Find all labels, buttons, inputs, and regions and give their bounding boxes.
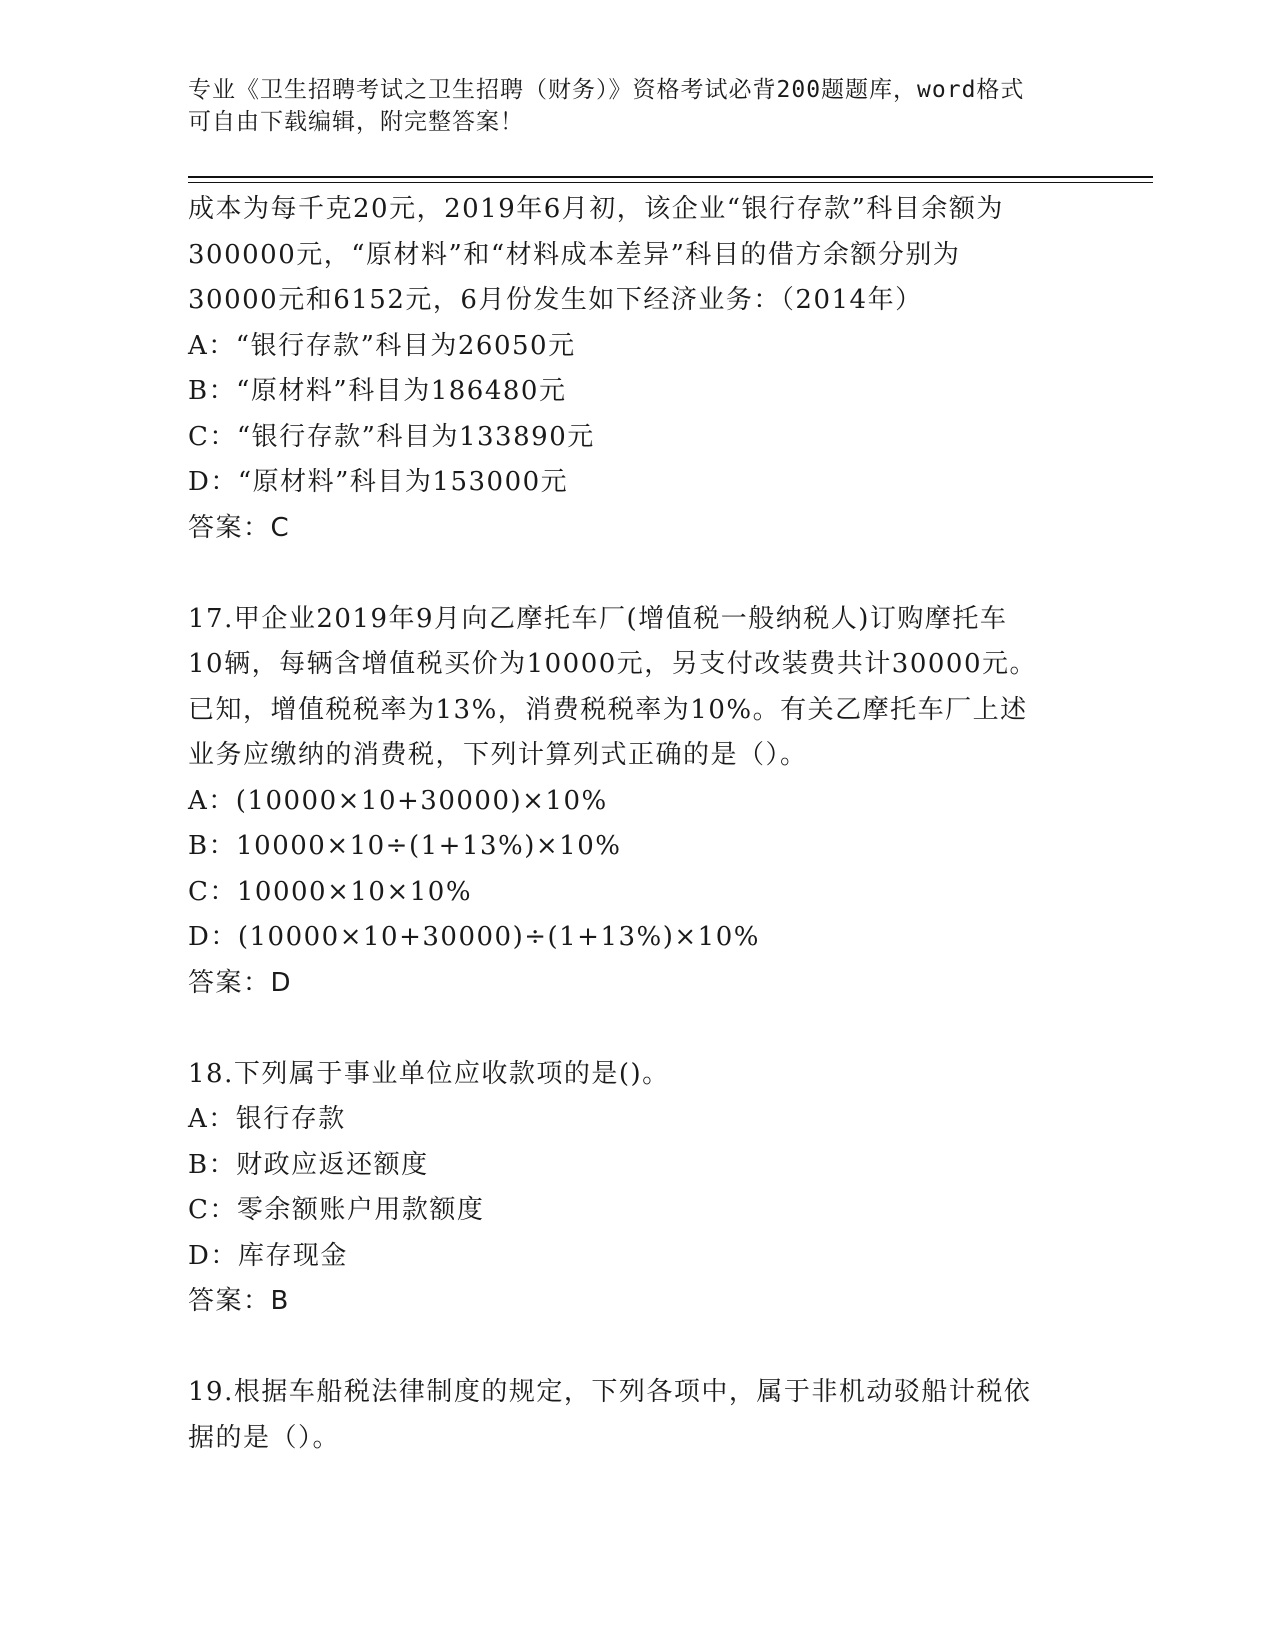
question-stem-line: 300000元，“原材料”和“材料成本差异”科目的借方余额分别为 xyxy=(188,239,961,270)
option-c: C：10000×10×10% xyxy=(188,876,473,907)
header-divider-thick xyxy=(188,176,1153,178)
question-stem-line: 17.甲企业2019年9月向乙摩托车厂(增值税一般纳税人)订购摩托车 xyxy=(188,603,1008,634)
header-divider-thin xyxy=(188,182,1153,183)
question-stem-line: 10辆，每辆含增值税买价为10000元，另支付改装费共计30000元。 xyxy=(188,649,1038,679)
spacer xyxy=(188,1325,1088,1371)
option-c: C：“银行存款”科目为133890元 xyxy=(188,421,595,452)
question-17 xyxy=(188,597,1088,1007)
question-stem-line: 据的是（）。 xyxy=(188,1422,341,1453)
document-body xyxy=(188,187,1088,1461)
option-d: D：(10000×10+30000)÷(1+13%)×10% xyxy=(188,922,760,952)
question-stem-line: 业务应缴纳的消费税，下列计算列式正确的是（）。 xyxy=(188,740,808,770)
answer-label: 答案：C xyxy=(188,512,291,543)
spacer xyxy=(188,1006,1088,1052)
question-stem-line: 18.下列属于事业单位应收款项的是()。 xyxy=(188,1058,670,1089)
question-stem-line: 成本为每千克20元，2019年6月初，该企业“银行存款”科目余额为 xyxy=(188,194,1004,224)
question-stem-line: 30000元和6152元，6月份发生如下经济业务：（2014年） xyxy=(188,285,923,315)
option-b: B：10000×10÷(1+13%)×10% xyxy=(188,831,622,861)
option-a: A：(10000×10+30000)×10% xyxy=(188,785,608,816)
option-b: B：“原材料”科目为186480元 xyxy=(188,376,567,406)
option-b: B：财政应返还额度 xyxy=(188,1149,429,1180)
option-a: A：“银行存款”科目为26050元 xyxy=(188,330,576,361)
question-19 xyxy=(188,1370,1088,1461)
question-stem-line: 19.根据车船税法律制度的规定，下列各项中，属于非机动驳船计税依 xyxy=(188,1377,1032,1407)
header-title-line-2: 可自由下载编辑，附完整答案！ xyxy=(188,109,524,135)
question-18 xyxy=(188,1052,1088,1325)
option-d: D：“原材料”科目为153000元 xyxy=(188,467,569,497)
answer-label: 答案：B xyxy=(188,1286,290,1316)
header-title-line-1: 专业《卫生招聘考试之卫生招聘（财务）》资格考试必背200题题库，word格式 xyxy=(188,77,1025,103)
question-stem-line: 已知，增值税税率为13%，消费税税率为10%。有关乙摩托车厂上述 xyxy=(188,694,1028,725)
answer-label: 答案：D xyxy=(188,967,293,998)
spacer xyxy=(188,551,1088,597)
option-d: D：库存现金 xyxy=(188,1240,348,1271)
option-a: A：银行存款 xyxy=(188,1104,346,1134)
document-header xyxy=(188,74,1088,138)
option-c: C：零余额账户用款额度 xyxy=(188,1195,485,1225)
question-16 xyxy=(188,187,1088,551)
